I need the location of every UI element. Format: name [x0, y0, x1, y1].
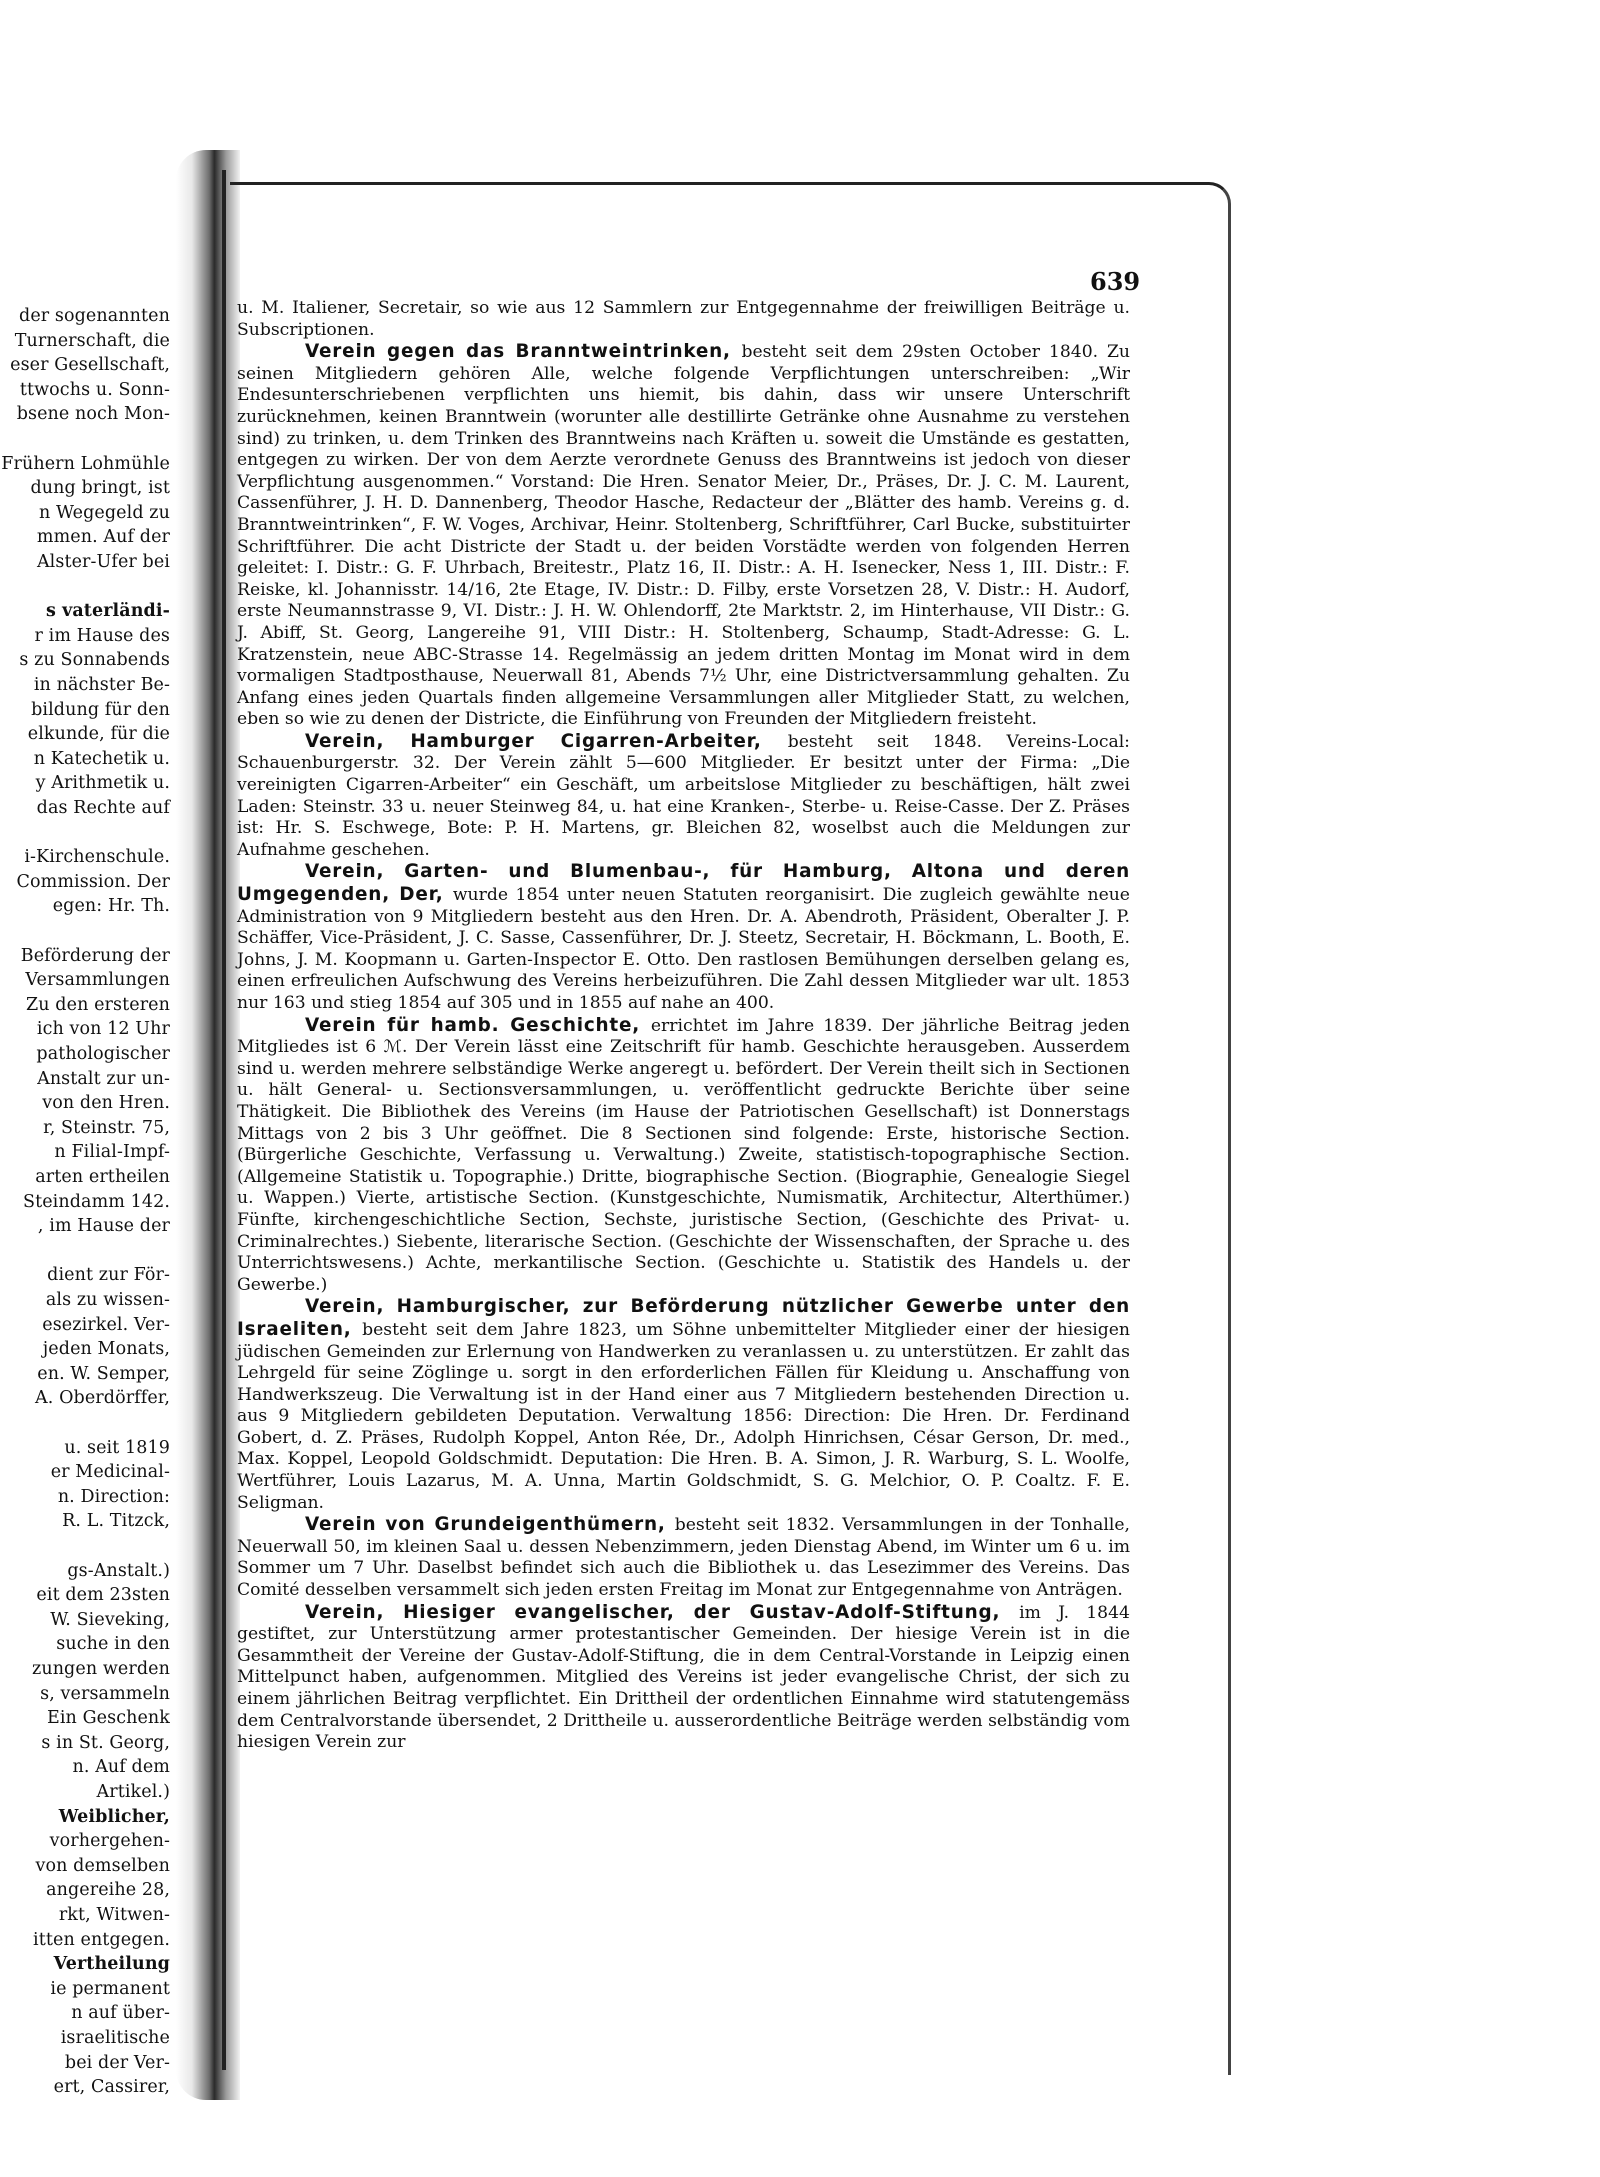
fragment-line: von demselben	[35, 1855, 170, 1876]
fragment-line: rkt, Witwen-	[58, 1905, 170, 1925]
fragment-line: vorhergehen-	[49, 1831, 170, 1852]
fragment-line: Turnerschaft, die	[14, 330, 170, 351]
fragment-line: in nächster Be-	[33, 675, 170, 695]
fragment-line: eser Gesellschaft,	[10, 355, 170, 376]
fragment-line: jeden Monats,	[42, 1339, 170, 1360]
fragment-line: Anstalt zur un-	[37, 1068, 170, 1089]
fragment-line: zungen werden	[32, 1659, 170, 1679]
fragment-line: dung bringt, ist	[30, 478, 170, 499]
fragment-line: A. Oberdörffer,	[35, 1388, 170, 1409]
fragment-line: u. seit 1819	[64, 1437, 170, 1458]
fragment-line: n. Direction:	[57, 1486, 170, 1507]
entry-text: besteht seit 1848. Vereins-Local: Schauenburgerstr. 32. Der Verein zählt 5—600 Mitglieder. Er besitzt unter der Firma: „Die vereinigten Cigarren-Arbeiter“ ein Geschäft, um arbeitslose Mitglieder zu beschäftigen, hält zwei Laden: Steinstr. 33 u. neuer Steinweg 84, u. hat eine Kranken-, Sterbe- u. Reise-Casse. Der Z. Präses ist: Hr. S. Eschwege, Bote: P. H. Martens, gr. Bleichen 82, woselbst auch die Meldungen zur Aufnahme geschehen.	[237, 731, 1130, 860]
fragment-line: von den Hren.	[42, 1093, 170, 1114]
fragment-line: s in St. Georg,	[41, 1732, 170, 1753]
entry-text: besteht seit 1832. Versammlungen in der Tonhalle, Neuerwall 50, im kleinen Saal u. dessen Nebenzimmern, jeden Dienstag Abend, im Winter um 6 u. im Sommer um 7 Uhr. Daselbst befindet sich auch die Bibliothek u. das Lesezimmer des Vereins. Das Comité desselben versammelt sich jeden ersten Freitag im Monat zur Entgegennahme von Anträgen.	[237, 1515, 1131, 1601]
entry-text: im J. 1844 gestiftet, zur Unterstützung armer protestantischer Gemeinden. Der hiesige Verein ist in die Gesammtheit der Vereine der Gustav-Adolf-Stiftung, die in dem Central-Vorstande in Leipzig einen Mittelpunct haben, aufgenommen. Mitglied des Vereins ist jeder evangelische Christ, der sich zu einem jährlichen Beitrag verpflichtet. Ein Drittheil der ordentlichen Einnahme wird statutengemäss dem Centralvorstande übersendet, 2 Drittheile u. ausserordentliche Beiträge werden selbständig vom hiesigen Verein zur	[237, 1602, 1130, 1753]
page-body	[237, 298, 1130, 1754]
fragment-line: Artikel.)	[96, 1782, 170, 1802]
fragment-line: s zu Sonnabends	[19, 650, 170, 671]
fragment-line: pathologischer	[36, 1044, 170, 1064]
fragment-line: s vaterländi-	[45, 601, 170, 622]
fragment-line: bildung für den	[31, 699, 170, 720]
fragment-line: Weiblicher,	[58, 1806, 170, 1827]
entry-heading: Verein von Grundeigenthümern,	[305, 1514, 675, 1536]
entry-heading: Verein, Hamburger Cigarren-Arbeiter,	[305, 730, 788, 752]
fragment-line: ttwochs u. Sonn-	[19, 379, 170, 400]
entry-heading: Verein, Hamburgischer, zur Beförderung nützlicher Gewerbe unter den Israeliten,	[237, 1296, 1130, 1340]
fragment-line: n Katechetik u.	[33, 748, 170, 769]
fragment-line: Steindamm 142.	[23, 1191, 170, 1212]
fragment-line: y Arithmetik u.	[35, 773, 170, 794]
fragment-line: n. Auf dem	[72, 1757, 170, 1778]
entry-cigarren	[237, 731, 1130, 862]
fragment-line: Ein Geschenk	[46, 1708, 170, 1729]
fragment-line: bsene noch Mon-	[16, 404, 170, 425]
fragment-line: ert, Cassirer,	[53, 2077, 170, 2098]
entry-heading: Verein gegen das Branntweintrinken,	[305, 341, 742, 363]
entry-branntwein	[237, 341, 1130, 731]
fragment-line: angereihe 28,	[46, 1880, 170, 1901]
fragment-line: i-Kirchenschule.	[24, 847, 170, 868]
fragment-line: mmen. Auf der	[36, 527, 170, 548]
fragment-line: itten entgegen.	[33, 1929, 170, 1950]
entry-grundeigenthuemer	[237, 1514, 1130, 1601]
fragment-line: r im Hause des	[34, 625, 170, 646]
fragment-line: Versammlungen	[25, 970, 170, 991]
entry-heading: Verein, Garten- und Blumenbau-, für Hamburg, Altona und deren Umgegenden, Der,	[237, 861, 1130, 906]
fragment-line: n auf über-	[71, 2003, 170, 2024]
fragment-line: Frühern Lohmühle	[1, 453, 170, 474]
entry-gartenbau	[237, 861, 1130, 1014]
fragment-line: s, versammeln	[40, 1683, 170, 1704]
fragment-line: eit dem 23sten	[36, 1585, 170, 1606]
entry-text: besteht seit dem Jahre 1823, um Söhne unbemittelter Mitglieder einer der hiesigen jüdischen Gemeinden zur Erlernung von Handwerken zu veranlassen u. zu unterstützen. Er zahlt das Lehrgeld für seine Zöglinge u. sorgt in den erforderlichen Fällen für Kleidung u. Anschaffung von Handwerkszeug. Die Verwaltung ist in der Hand einer aus 7 Mitgliedern bestehenden Direction u. aus 9 Mitgliedern gebildeten Deputation. Verwaltung 1856: Direction: Die Hren. Dr. Ferdinand Gobert, d. Z. Präses, Rudolph Koppel, Anton Rée, Dr., Adolph Hinrichsen, César Gerson, Dr. med., Max. Koppel, Leopold Goldschmidt. Deputation: Die Hren. B. A. Simon, J. R. Warburg, S. L. Woolfe, Wertführer, Louis Lazarus, M. A. Unna, Martin Goldschmidt, S. G. Melchior, O. P. Coaltz. F. E. Seligman.	[237, 1319, 1131, 1513]
fragment-line: er Medicinal-	[50, 1462, 170, 1483]
fragment-line: W. Sieveking,	[50, 1609, 170, 1630]
fragment-line: arten ertheilen	[35, 1167, 170, 1187]
fragment-line: ie permanent	[50, 1978, 170, 1999]
fragment-line: Beförderung der	[20, 945, 170, 966]
fragment-line: als zu wissen-	[45, 1290, 170, 1310]
fragment-line: suche in den	[56, 1634, 170, 1655]
page-number: 639	[1090, 267, 1141, 296]
entry-gustav-adolf	[237, 1602, 1130, 1754]
fragment-line: R. L. Titzck,	[62, 1511, 170, 1532]
entry-text: besteht seit dem 29sten October 1840. Zu seinen Mitgliedern gehören Alle, welche folgende Verpflichtungen unterschreiben: „Wir Endesunterschriebenen verpflichten uns hiemit, bis dahin, dass wir unsere Unterschrift zurücknehmen, keinen Branntwein (worunter alle destillirte Getränke ohne Ausnahme zu verstehen sind) zu trinken, u. dem Trinken des Branntweins nach Kräften u. soweit die Umstände es gestatten, entgegen zu wirken. Der von dem Aerzte verordnete Genuss des Branntweins ist jedoch von dieser Verpflichtung ausgenommen.“ Vorstand: Die Hren. Senator Meier, Dr., Präses, Dr. J. C. M. Laurent, Cassenführer, J. H. D. Dannenberg, Theodor Hasche, Redacteur der „Blätter des hamb. Vereins g. d. Branntweintrinken“, F. W. Voges, Archivar, Heinr. Stoltenberg, Schriftführer, Carl Bucke, substituirter Schriftführer. Die acht Districte der Stadt u. der beiden Vorstädte werden von folgenden Herren geleitet: I. Distr.: G. F. Uhrbach, Breitestr., Platz 16, II. Distr.: A. H. Isenecker, Ness 1, III. Distr.: F. Reiske, kl. Johannisstr. 14/16, 2te Etage, IV. Distr.: D. Filby, erste Vorsetzen 28, V. Distr.: H. Audorf, erste Neumannstrasse 9, VI. Distr.: J. H. W. Ohlendorff, 2te Marktstr. 2, im Hinterhause, VII Distr.: G. J. Abiff, St. Georg, Langereihe 91, VIII Distr.: H. Stoltenberg, Schaump, Stadt-Adresse: G. L. Kratzenstein, neue ABC-Strasse 14. Regelmässig an jedem dritten Montag im Monat wird in dem vormaligen Stadtposthause, Neuerwall 81, Abends 7½ Uhr, eine Districtversammlung gehalten. Zu Anfang eines jeden Quartals finden allgemeine Versammlungen aller Mitglieder Statt, zu welchen, eben so wie zu denen der Districte, die Einführung von Freunden der Mitgliedern freisteht.	[237, 342, 1130, 730]
fragment-line: , im Hause der	[37, 1216, 170, 1237]
entry-text: wurde 1854 unter neuen Statuten reorganisirt. Die zugleich gewählte neue Administration von 9 Mitgliedern besteht aus den Hren. Dr. A. Abendroth, Präsident, Oberalter J. P. Schäffer, Vice-Präsident, J. C. Sasse, Cassenführer, Dr. J. Steetz, Secretair, H. Böckmann, L. Booth, E. Johns, J. M. Koopmann u. Garten-Inspector E. Otto. Den rastlosen Bemühungen derselben gelang es, einen erfreulichen Aufschwung des Vereins herbeizuführen. Die Zahl dessen Mitglieder war ult. 1853 nur 163 und stieg 1854 auf 305 und in 1855 auf nahe an 400.	[237, 885, 1130, 1013]
fragment-line: israelitische	[60, 2028, 170, 2048]
entry-text: errichtet im Jahre 1839. Der jährliche Beitrag jeden Mitgliedes ist 6 ℳ. Der Verein lässt eine Zeitschrift für hamb. Geschichte herausgeben. Ausserdem sind u. werden mehrere selbständige Werke angeregt u. befördert. Der Verein theilt sich in Sectionen u. hält General- u. Sectionsversammlungen, u. veröffentlicht gedruckte Berichte über seine Thätigkeit. Die Bibliothek des Vereins (im Hause der Patriotischen Gesellschaft) ist Donnerstags Mittags von 2 bis 3 Uhr geöffnet. Die 8 Sectionen sind folgende: Erste, historische Section. (Bürgerliche Geschichte, Verfassung u. Verwaltung.) Zweite, statistisch-topographische Section. (Allgemeine Statistik u. Topographie.) Dritte, biographische Section. (Biographie, Genealogie Siegel u. Wappen.) Vierte, artistische Section. (Kunstgeschichte, Numismatik, Architectur, Alterthümer.) Fünfte, kirchengeschichtliche Section, Sechste, juristische Section, (Geschichte des Privat- u. Criminalrechtes.) Siebente, literarische Section. (Geschichte der Wissenschaften, der Sprache u. des Unterrichtswesens.) Achte, merkantilische Section. (Geschichte u. Statistik des Handels u. der Gewerbe.)	[237, 1015, 1130, 1295]
entry-heading: Verein für hamb. Geschichte,	[305, 1014, 651, 1036]
entry-heading: Verein, Hiesiger evangelischer, der Gustav-Adolf-Stiftung,	[305, 1601, 1020, 1623]
fragment-line: esezirkel. Ver-	[42, 1314, 170, 1335]
fragment-line: bei der Ver-	[64, 2052, 170, 2073]
entry-geschichte	[237, 1015, 1130, 1297]
fragment-line: n Filial-Impf-	[54, 1142, 170, 1163]
fragment-line: der sogenannten	[19, 306, 170, 326]
fragment-line: egen: Hr. Th.	[52, 896, 170, 917]
fragment-line: Alster-Ufer bei	[36, 552, 170, 572]
gutter-edge	[222, 170, 226, 2070]
fragment-line: gs-Anstalt.)	[67, 1560, 170, 1581]
fragment-line: r, Steinstr. 75,	[43, 1117, 170, 1138]
fragment-line: Zu den ersteren	[26, 994, 170, 1015]
fragment-line: elkunde, für die	[27, 724, 170, 745]
fragment-line: ich von 12 Uhr	[36, 1019, 170, 1040]
fragment-line: n Wegegeld zu	[38, 502, 170, 523]
paragraph-continuation	[237, 298, 1130, 341]
fragment-line: en. W. Semper,	[37, 1363, 170, 1384]
fragment-line: das Rechte auf	[36, 798, 170, 818]
paragraph-text: u. M. Italiener, Secretair, so wie aus 12 Sammlern zur Entgegennahme der freiwilligen Beiträge u. Subscriptionen.	[237, 298, 1130, 340]
entry-israeliten	[237, 1296, 1130, 1514]
fragment-line: Vertheilung	[53, 1954, 170, 1975]
fragment-line: Commission. Der	[16, 871, 170, 892]
fragment-line: dient zur För-	[47, 1265, 170, 1286]
